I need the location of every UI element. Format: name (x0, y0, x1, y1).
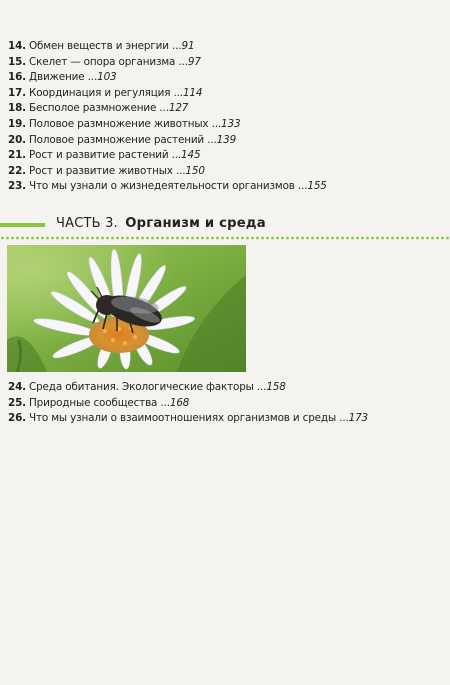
toc-entry[interactable]: 17. Координация и регуляция ...114 (8, 86, 203, 99)
toc-entry[interactable]: 14. Обмен веществ и энергии ...91 (8, 40, 195, 52)
dotted-divider (0, 236, 450, 240)
toc-entry[interactable]: 26. Что мы узнали о взаимоотношениях организмов и среды ...173 (8, 412, 369, 425)
part-number: ЧАСТЬ 3. (56, 216, 118, 231)
toc-entry[interactable]: 16. Движение ...103 (8, 71, 117, 84)
toc-entry[interactable]: 25. Природные сообщества ...168 (8, 396, 190, 409)
part-accent-bar (0, 223, 45, 227)
toc-part2-list (8, 39, 327, 195)
toc-entry[interactable]: 18. Бесполое размножение ...127 (8, 102, 189, 115)
toc-entry[interactable]: 20. Половое размножение растений ...139 (8, 133, 237, 146)
toc-entry[interactable]: 23. Что мы узнали о жизнедеятельности организмов ...155 (8, 180, 327, 193)
flower-bee-photo (7, 245, 246, 372)
toc-entry[interactable]: 15. Скелет — опора организма ...97 (8, 55, 201, 68)
toc-part3-list (8, 380, 368, 427)
toc-entry[interactable]: 24. Среда обитания. Экологические факторы ...158 (8, 381, 286, 393)
toc-entry[interactable]: 19. Половое размножение животных ...133 (8, 117, 241, 130)
part-title (56, 216, 266, 231)
toc-entry[interactable]: 22. Рост и развитие животных ...150 (8, 164, 205, 177)
part-name: Организм и среда (125, 216, 266, 231)
toc-entry[interactable]: 21. Рост и развитие растений ...145 (8, 149, 201, 162)
